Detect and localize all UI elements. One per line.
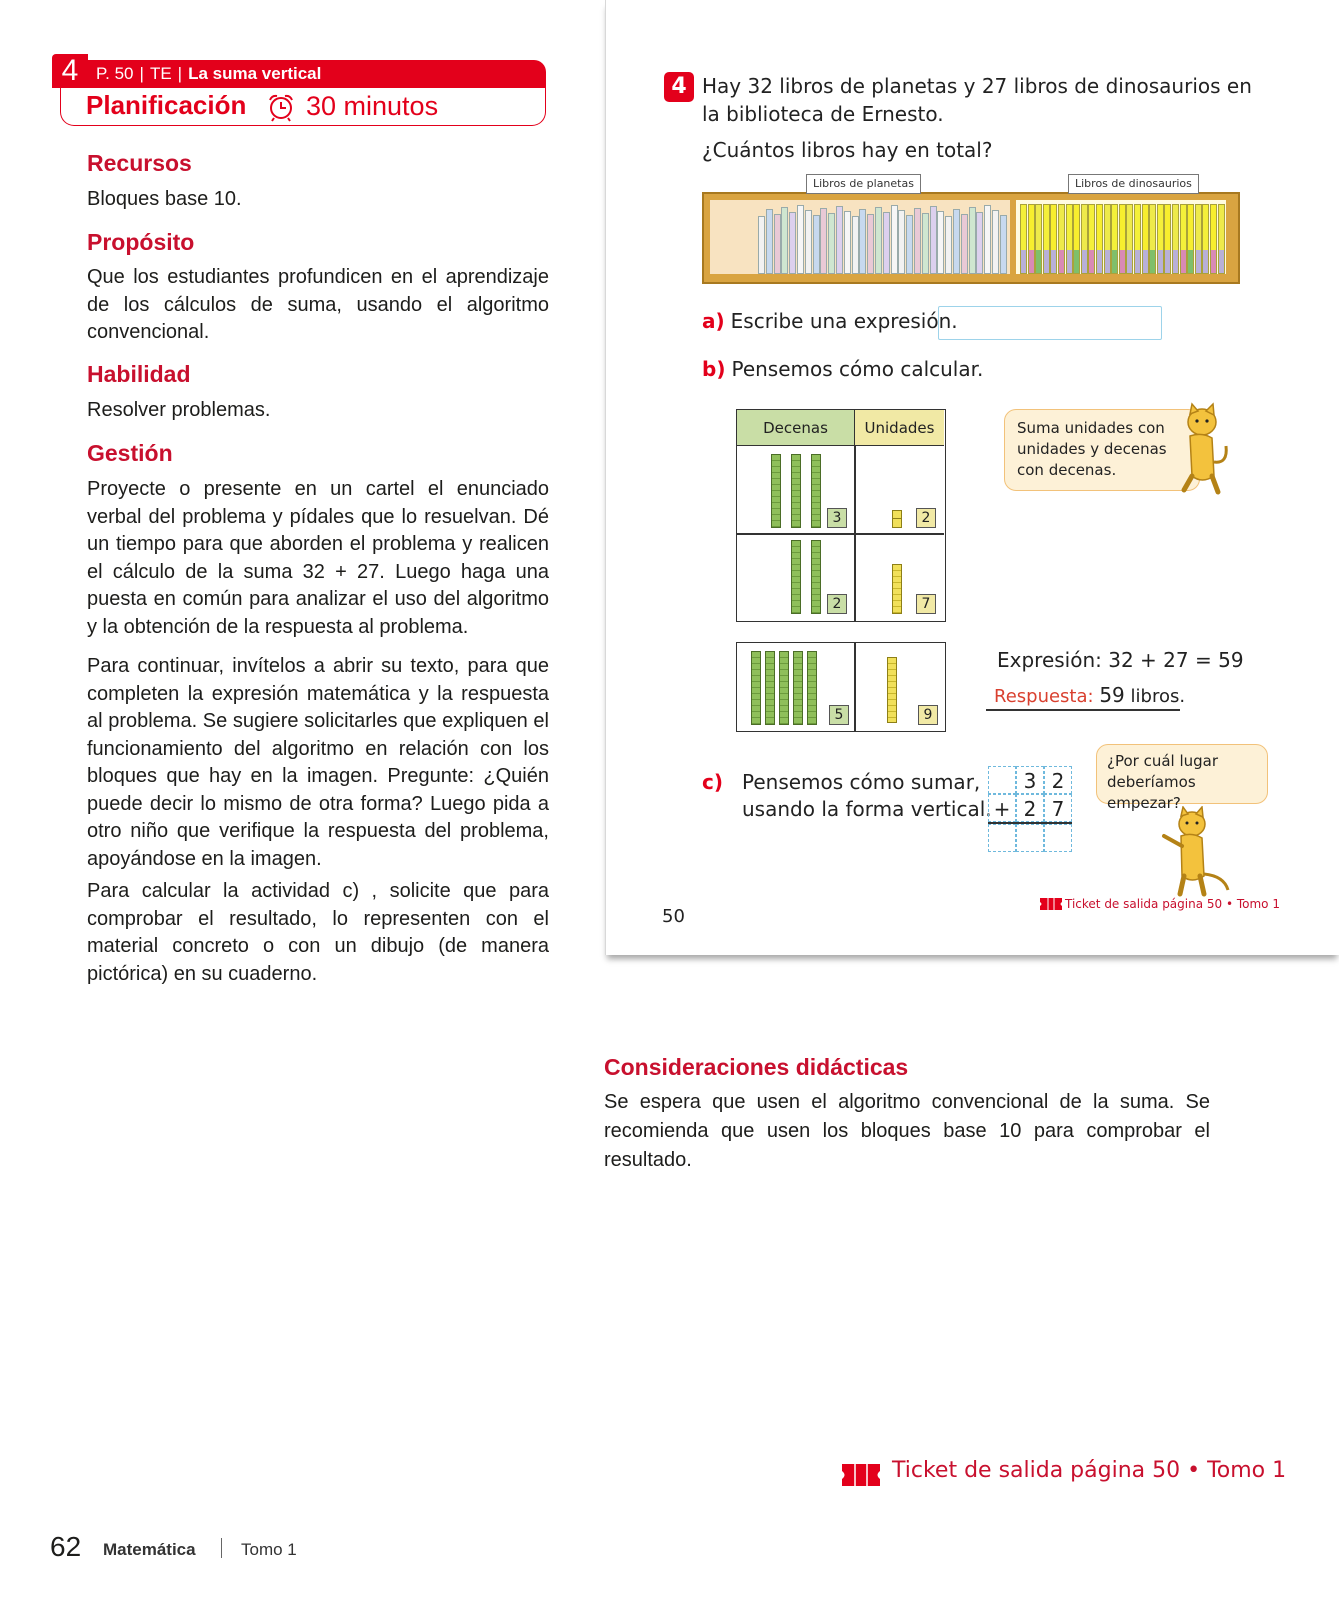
habilidad-text: Resolver problemas. <box>87 399 271 421</box>
tens-rod <box>811 540 821 614</box>
units-count-total: 9 <box>918 705 938 725</box>
planet-book <box>898 210 905 274</box>
planet-book <box>961 214 968 274</box>
planet-book <box>852 216 859 274</box>
planet-book <box>953 209 960 274</box>
dinosaur-book <box>1020 204 1027 274</box>
grid-cell <box>988 766 1016 794</box>
planet-book <box>781 207 788 274</box>
planet-book <box>766 209 773 274</box>
dinosaur-book <box>1157 204 1164 274</box>
planet-book <box>984 205 991 274</box>
grid-cell-plus-sign: + <box>988 794 1016 822</box>
tens-rod <box>791 540 801 614</box>
planet-book <box>774 214 781 274</box>
dinosaur-book <box>1050 204 1057 274</box>
units-count-row2: 7 <box>916 594 936 614</box>
dinosaur-book <box>1142 204 1149 274</box>
expression-label: Expresión: <box>997 648 1102 672</box>
planet-book <box>844 211 851 274</box>
unit-cubes-stack <box>892 564 902 614</box>
te-label: TE <box>149 64 172 83</box>
speech-bubble-question: ¿Por cuál lugar deberíamos empezar? <box>1096 744 1268 804</box>
planet-books <box>758 204 1008 274</box>
planet-book <box>976 212 983 274</box>
expression-line <box>997 648 1244 672</box>
column-divider <box>854 643 856 731</box>
grid-cell: 7 <box>1044 794 1072 822</box>
dinosaur-book <box>1126 204 1133 274</box>
ticket-icon <box>842 1464 880 1486</box>
part-a-label <box>702 309 958 333</box>
dinosaur-book <box>1035 204 1042 274</box>
dinosaur-book <box>1149 204 1156 274</box>
dinosaur-book <box>1202 204 1209 274</box>
gestion-paragraph-3: Para calcular la actividad c) , solicite que para comprobar el resultado, lo representen con el material concreto o con un dibujo (de manera pictórica) en su cuaderno. <box>87 880 549 985</box>
answer-value: 59 <box>1099 683 1125 707</box>
grid-cell: 3 <box>1016 766 1044 794</box>
dinosaur-book <box>1134 204 1141 274</box>
dinosaur-book <box>1218 204 1225 274</box>
planet-book <box>789 212 796 274</box>
tens-count-row1: 3 <box>827 508 847 528</box>
grid-answer-cell[interactable] <box>1044 824 1072 852</box>
dinosaur-book <box>1111 204 1118 274</box>
sum-line <box>988 822 1072 824</box>
speech-bubble-hint: Suma unidades con unidades y decenas con decenas. <box>1004 409 1200 491</box>
expression-answer-box[interactable] <box>938 306 1162 340</box>
planet-book <box>797 205 804 274</box>
planet-book <box>836 206 843 274</box>
planet-book <box>813 215 820 274</box>
question-text: Hay 32 libros de planetas y 27 libros de dinosaurios en la biblioteca de Ernesto. <box>702 74 1252 126</box>
dinosaur-book <box>1195 204 1202 274</box>
row-divider <box>737 533 944 535</box>
planet-book <box>883 212 890 274</box>
planet-book <box>758 216 765 274</box>
question-ask: ¿Cuántos libros hay en total? <box>702 138 993 162</box>
units-header: Unidades <box>855 410 944 446</box>
units-count-row1: 2 <box>916 508 936 528</box>
tens-rod <box>811 454 821 528</box>
part-a-text: Escribe una expresión. <box>730 309 958 333</box>
grid-cell: 2 <box>1044 766 1072 794</box>
page-ref: P. 50 <box>96 64 134 83</box>
footer-divider <box>221 1538 222 1558</box>
dinosaur-book <box>1164 204 1171 274</box>
recursos-text: Bloques base 10. <box>87 188 242 210</box>
ticket-small-label: Ticket de salida página 50 • Tomo 1 <box>1065 897 1280 911</box>
tens-rod <box>771 454 781 528</box>
proposito-text: Que los estudiantes profundicen en el aprendizaje de los cálculos de suma, usando el algoritmo convencional. <box>87 266 549 343</box>
part-b-label <box>702 357 983 381</box>
footer-tomo: Tomo 1 <box>241 1540 297 1559</box>
shelf-label-planets: Libros de planetas <box>806 174 921 194</box>
textbook-page-number: 50 <box>662 906 685 927</box>
dinosaur-book <box>1066 204 1073 274</box>
part-c-letter: c) <box>702 770 723 794</box>
grid-answer-cell[interactable] <box>1016 824 1044 852</box>
planet-book <box>969 207 976 274</box>
page-number: 62 <box>50 1531 82 1562</box>
habilidad-title: Habilidad <box>87 361 191 387</box>
unit-cube <box>892 518 902 528</box>
dinosaur-book <box>1028 204 1035 274</box>
dinosaur-book <box>1081 204 1088 274</box>
unit-cubes-stack <box>887 657 897 723</box>
gestion-paragraph-1: Proyecte o presente en un cartel el enunciado verbal del problema y pídales que lo resuelvan. Dé un tiempo para que aborden el problema y realicen el cálculo de la suma 32 + 27. Luego haga una puesta en común para analizar el uso del algoritmo y la obtención de la respuesta al problema. <box>87 478 549 638</box>
proposito-title: Propósito <box>87 229 195 255</box>
dinosaur-book <box>1096 204 1103 274</box>
part-c-text-line2: usando la forma vertical. <box>742 797 992 821</box>
planet-book <box>875 207 882 274</box>
planet-book <box>1000 215 1007 274</box>
dinosaur-book <box>1172 204 1179 274</box>
planet-book <box>859 209 866 274</box>
planet-book <box>906 215 913 274</box>
grid-cell: 2 <box>1016 794 1044 822</box>
planet-book <box>992 210 999 274</box>
bookshelf-illustration <box>702 192 1240 284</box>
planet-book <box>828 213 835 274</box>
tens-rod <box>751 651 761 725</box>
recursos-title: Recursos <box>87 150 192 176</box>
dinosaur-book <box>1210 204 1217 274</box>
answer-underline <box>986 709 1180 711</box>
grid-answer-cell[interactable] <box>988 824 1016 852</box>
part-c-text-line1: Pensemos cómo sumar, <box>742 770 981 794</box>
answer-line <box>994 683 1185 707</box>
ticket-icon <box>1040 898 1062 910</box>
tens-rod <box>791 454 801 528</box>
planet-book <box>937 211 944 274</box>
answer-unit: libros. <box>1130 686 1186 707</box>
tens-count-total: 5 <box>829 705 849 725</box>
planet-book <box>922 213 929 274</box>
dinosaur-book <box>1187 204 1194 274</box>
consideraciones-title: Consideraciones didácticas <box>604 1054 909 1080</box>
lesson-header-bar: P. 50 | TE | La suma vertical <box>88 60 546 88</box>
lesson-topic: La suma vertical <box>188 64 322 83</box>
cat-character-icon <box>1154 806 1234 898</box>
planning-duration: 30 minutos <box>306 91 439 121</box>
dinosaur-books <box>1020 204 1226 274</box>
place-value-total-table <box>736 642 946 732</box>
planet-book <box>930 206 937 274</box>
part-a-letter: a) <box>702 309 725 333</box>
planet-book <box>914 208 921 274</box>
alarm-clock-icon <box>266 92 296 122</box>
dinosaur-book <box>1043 204 1050 274</box>
dinosaur-book <box>1104 204 1111 274</box>
footer-subject: Matemática <box>103 1540 196 1559</box>
lesson-number-badge: 4 <box>52 54 88 88</box>
dinosaur-book <box>1073 204 1080 274</box>
dinosaur-book <box>1088 204 1095 274</box>
planning-title: Planificación <box>86 90 247 120</box>
tens-count-row2: 2 <box>827 594 847 614</box>
gestion-title: Gestión <box>87 440 173 466</box>
dinosaur-book <box>1119 204 1126 274</box>
part-b-letter: b) <box>702 357 726 381</box>
tens-rod <box>793 651 803 725</box>
place-value-table <box>736 409 946 622</box>
tens-header: Decenas <box>737 410 855 446</box>
planet-book <box>945 216 952 274</box>
dinosaur-book <box>1180 204 1187 274</box>
planet-book <box>867 214 874 274</box>
tens-rod <box>807 651 817 725</box>
consideraciones-text: Se espera que usen el algoritmo convencional de la suma. Se recomienda que usen los bloques base 10 para comprobar el resultado. <box>604 1091 1210 1171</box>
shelf-label-dinosaurs: Libros de dinosaurios <box>1068 174 1199 194</box>
ticket-exit-link[interactable]: Ticket de salida página 50 • Tomo 1 <box>892 1458 1287 1483</box>
part-b-text: Pensemos cómo calcular. <box>731 357 984 381</box>
tens-rod <box>765 651 775 725</box>
tens-rod <box>779 651 789 725</box>
planet-book <box>891 205 898 274</box>
expression-value: 32 + 27 = 59 <box>1108 648 1244 672</box>
planet-book <box>820 208 827 274</box>
answer-label: Respuesta: <box>994 686 1094 707</box>
planet-book <box>805 210 812 274</box>
cat-character-icon <box>1168 402 1232 498</box>
dinosaur-book <box>1058 204 1065 274</box>
gestion-paragraph-2: Para continuar, invítelos a abrir su texto, para que completen la expresión matemática y la respuesta al problema. Se sugiere solicitarles que expliquen el funcionamiento del algoritmo en relación con los bloques que hay en la imagen. Pregunte: ¿Quién puede decir lo mismo de otra forma? Luego pida a otro niño que verifique la respuesta del problema, apoyándose en la imagen. <box>87 655 549 870</box>
question-number-badge: 4 <box>664 72 694 102</box>
